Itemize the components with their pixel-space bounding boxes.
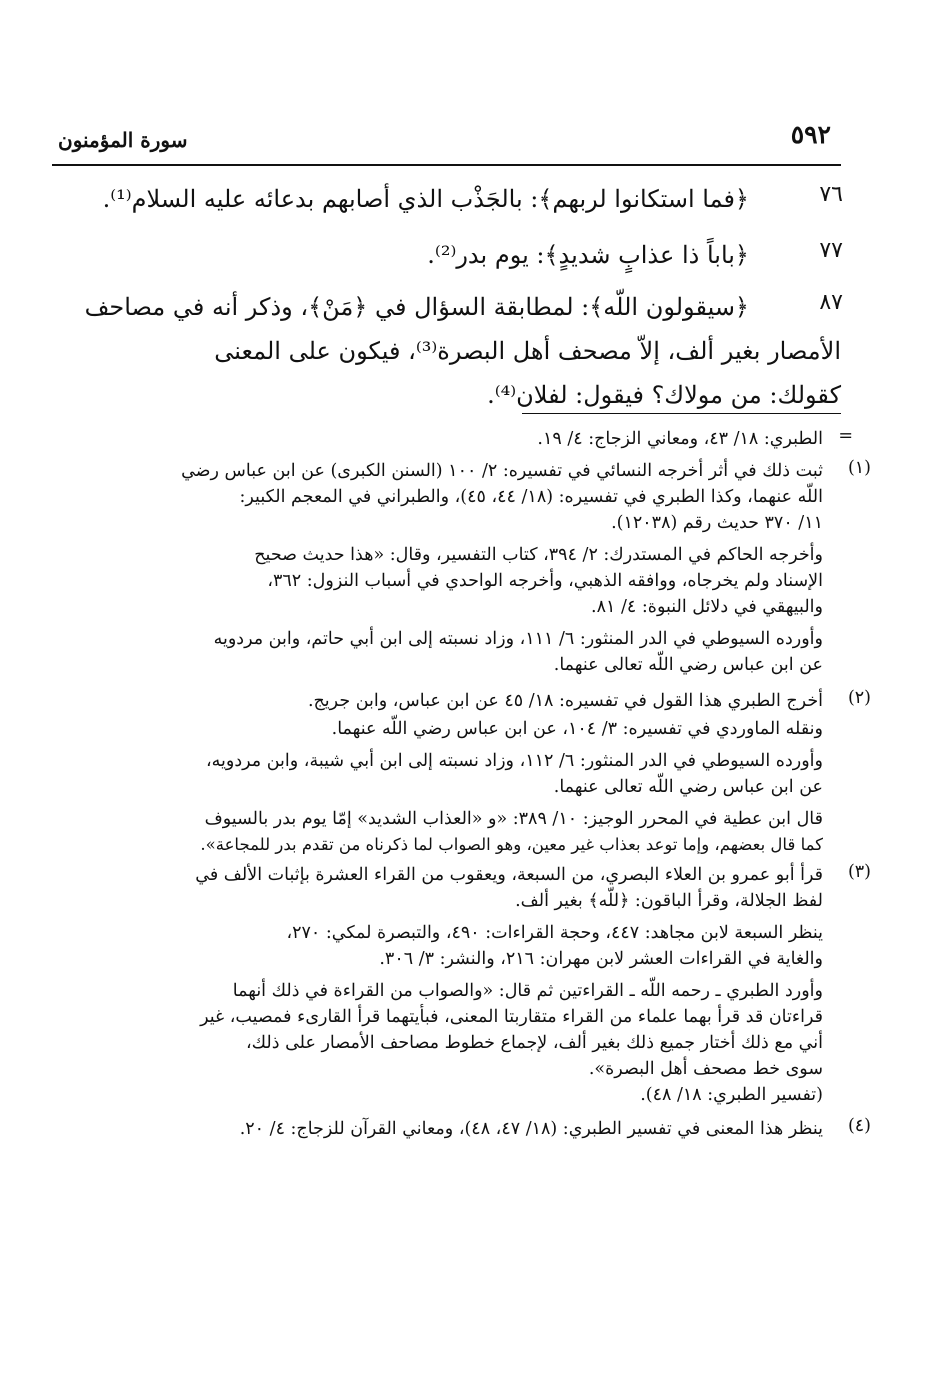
footnote-line: وأورده السيوطي في الدر المنثور: ٦/ ١١١، وزاد نسبته إلى ابن أبي حاتم، وابن مردويه [213, 629, 823, 649]
footnote-line: ونقله الماوردي في تفسيره: ٣/ ١٠٤، عن ابن عباس رضي اللّه عنهما. [331, 719, 823, 739]
footnote-line: كما قال بعضهم، وإما توعد بعذاب غير معين، وهو الصواب لما ذكرناه من تقدم بدر للمجاعة». [200, 835, 823, 854]
footnote-line: وأخرجه الحاكم في المستدرك: ٢/ ٣٩٤، كتاب التفسير، وقال: «هذا حديث صحيح [254, 545, 823, 565]
verse-entry [60, 232, 841, 278]
verse-entry [60, 284, 841, 424]
footnote-line: ينظر هذا المعنى في تفسير الطبري: (١٨/ ٤٧، ٤٨)، ومعاني القرآن للزجاج: ٤/ ٢٠. [239, 1119, 823, 1139]
footnote-number: (٤) [847, 1116, 871, 1136]
verse-line: كقولك: من مولاك؟ فيقول: لفلان⁽⁴⁾. [487, 381, 841, 409]
footnote-line: قراءتان قد قرأ بهما علماء من القراء متقاربتا المعنى، فبأيتهما قرأ القارىء فمصيب، غير [200, 1007, 823, 1027]
verse-number: ٧٦ [819, 182, 843, 207]
footnote-line: وأورد الطبري ـ رحمه اللّه ـ القراءتين ثم قال: «والصواب من القراءة في ذلك أنهما [232, 981, 823, 1001]
verse-number: ٨٧ [819, 290, 843, 315]
footnote-line: الإسناد ولم يخرجاه، ووافقه الذهبي، وأخرجه الواحدي في أسباب النزول: ٣٦٢، [267, 571, 823, 591]
page-number: ٥٩٢ [790, 120, 831, 149]
footnote-number: (١) [847, 458, 871, 478]
verse-line: الأمصار بغير ألف، إلاّ مصحف أهل البصرة⁽³⁾، فيكون على المعنى [214, 337, 841, 365]
verse-line: ﴿باباً ذا عذابٍ شديدٍ﴾: يوم بدر⁽²⁾. [427, 241, 749, 269]
footnote-line: لفظ الجلالة، وقرأ الباقون: ﴿للّه﴾ بغير ألف. [515, 891, 823, 911]
footnote-line: عن ابن عباس رضي اللّه تعالى عنهما. [553, 777, 823, 797]
footnote-line: والبيهقي في دلائل النبوة: ٤/ ٨١. [591, 597, 823, 617]
footnote-line: ثبت ذلك في أثر أخرجه النسائي في تفسيره: ٢/ ١٠٠ (السنن الكبرى) عن ابن عباس رضي [181, 461, 823, 481]
footnote-line: (تفسير الطبري: ١٨/ ٤٨). [640, 1085, 823, 1105]
surah-title: سورة المؤمنون [58, 128, 188, 152]
footnote-line: قرأ أبو عمرو بن العلاء البصري، من السبعة، ويعقوب من القراء العشرة بإثبات الألف في [195, 865, 823, 885]
footnote-number: (٣) [847, 862, 871, 882]
footnote-number: (٢) [847, 688, 871, 708]
footnote-line: أني مع ذلك أختار جميع ذلك بغير ألف، لإجماع خطوط مصاحف الأمصار على ذلك، [246, 1033, 823, 1053]
footnote-line: ينظر السبعة لابن مجاهد: ٤٤٧، وحجة القراءات: ٤٩٠، والتبصرة لمكي: ٢٧٠، [286, 923, 823, 943]
footnote-divider [522, 413, 841, 414]
verse-line: ﴿فما استكانوا لربهم﴾: بالجَذْب الذي أصابهم بدعائه عليه السلام⁽¹⁾. [102, 185, 749, 213]
footnote-line: وأورده السيوطي في الدر المنثور: ٦/ ١١٢، وزاد نسبته إلى ابن أبي شيبة، وابن مردويه، [206, 751, 823, 771]
footnote-line: الطبري: ١٨/ ٤٣، ومعاني الزجاج: ٤/ ١٩. [537, 429, 823, 449]
footnote-line: قال ابن عطية في المحرر الوجيز: ١٠/ ٣٨٩: «و «العذاب الشديد» إمّا يوم بدر بالسيوف [204, 809, 823, 829]
verse-entry [60, 176, 841, 222]
footnote-line: والغاية في القراءات العشر لابن مهران: ٢١٦، والنشر: ٣/ ٣٠٦. [379, 949, 823, 969]
footnote-line: اللّه عنهما، وكذا الطبري في تفسيره: (١٨/ ٤٤، ٤٥)، والطبراني في المعجم الكبير: [239, 487, 823, 507]
verse-line: ﴿سيقولون اللّه﴾: لمطابقة السؤال في ﴿مَنْ﴾، وذكر أنه في مصاحف [84, 293, 749, 321]
page-header [52, 118, 841, 166]
verse-number: ٧٧ [819, 238, 843, 263]
continuation-marker: = [838, 426, 853, 446]
footnote-line: ١١/ ٣٧٠ حديث رقم (١٢٠٣٨). [611, 513, 823, 533]
footnote-line: سوى خط مصحف أهل البصرة». [588, 1059, 823, 1079]
footnote-line: أخرج الطبري هذا القول في تفسيره: ١٨/ ٤٥ عن ابن عباس، وابن جريج. [307, 691, 823, 711]
footnote-line: عن ابن عباس رضي اللّه تعالى عنهما. [553, 655, 823, 675]
